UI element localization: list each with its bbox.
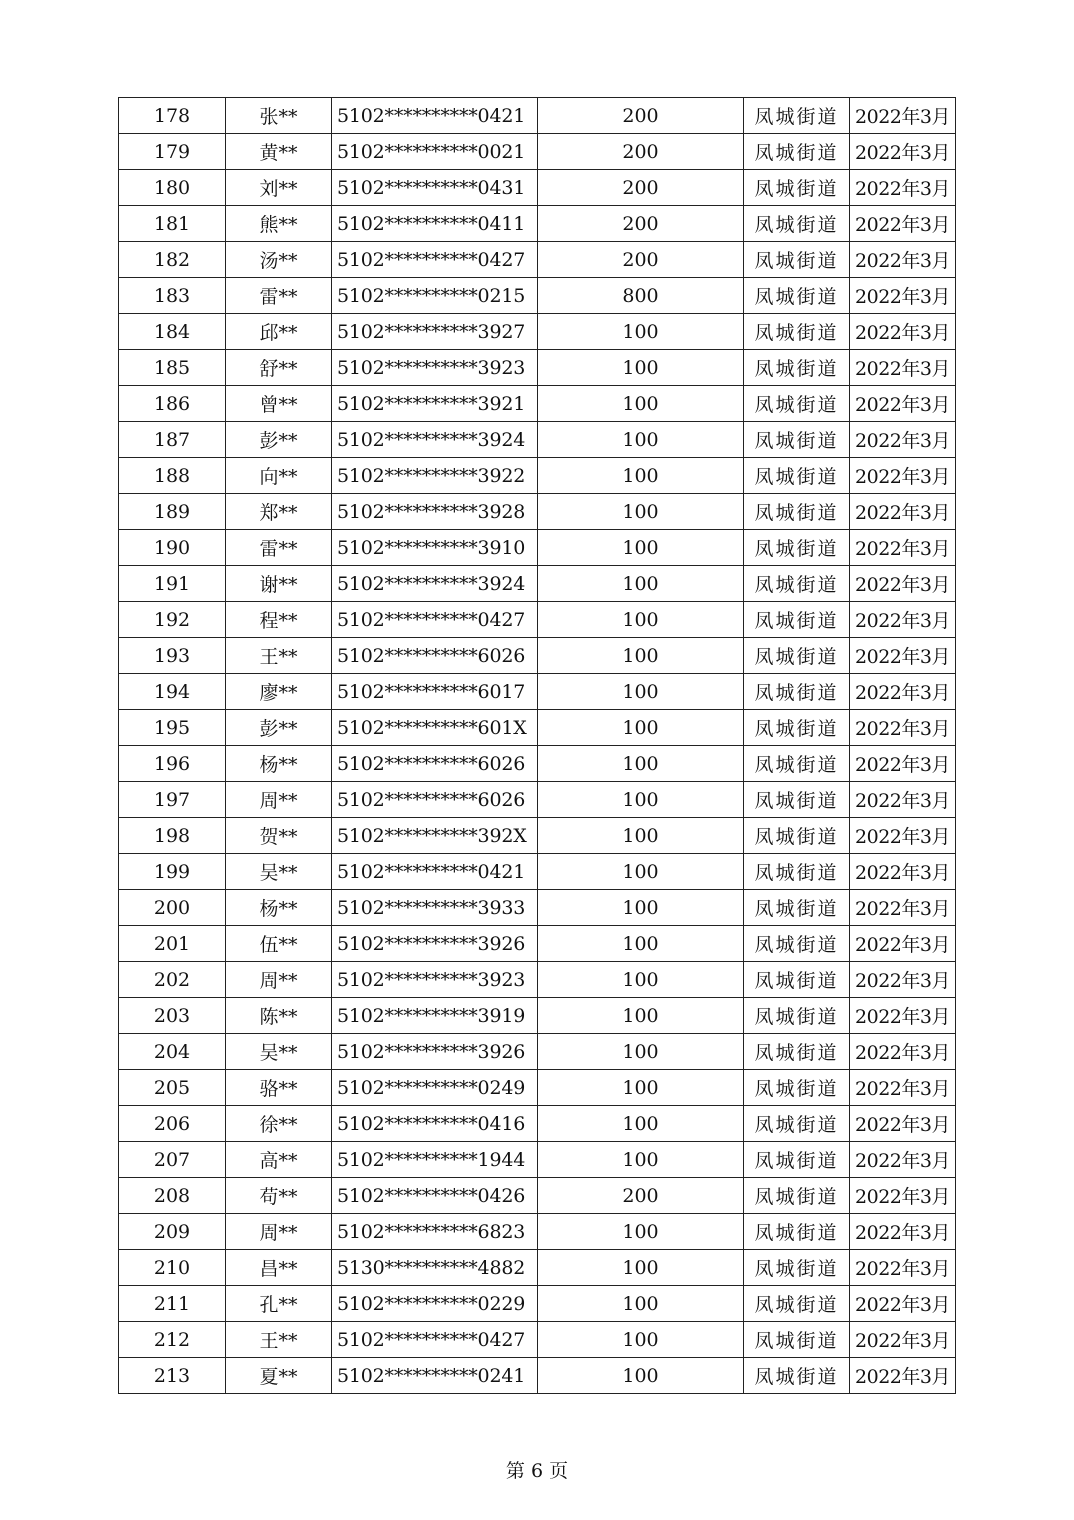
row-number-cell: 196 [119, 746, 226, 782]
amount-cell: 200 [538, 242, 744, 278]
id-number-cell: 5102**********0427 [332, 242, 538, 278]
street-cell: 凤城街道 [744, 1034, 850, 1070]
amount-cell: 100 [538, 1358, 744, 1394]
id-number-cell: 5102**********3933 [332, 890, 538, 926]
amount-cell: 100 [538, 1034, 744, 1070]
date-cell: 2022年3月 [850, 1034, 956, 1070]
name-cell: 吴** [226, 854, 332, 890]
row-number-cell: 207 [119, 1142, 226, 1178]
name-cell: 雷** [226, 530, 332, 566]
street-cell: 凤城街道 [744, 890, 850, 926]
table-row [119, 782, 956, 818]
page-number: 第 6 页 [505, 1460, 569, 1482]
date-cell: 2022年3月 [850, 1178, 956, 1214]
date-cell: 2022年3月 [850, 1358, 956, 1394]
date-cell: 2022年3月 [850, 314, 956, 350]
name-cell: 王** [226, 638, 332, 674]
table-row [119, 494, 956, 530]
row-number-cell: 200 [119, 890, 226, 926]
street-cell: 凤城街道 [744, 854, 850, 890]
name-cell: 伍** [226, 926, 332, 962]
id-number-cell: 5102**********0416 [332, 1106, 538, 1142]
street-cell: 凤城街道 [744, 674, 850, 710]
table-row [119, 926, 956, 962]
row-number-cell: 189 [119, 494, 226, 530]
date-cell: 2022年3月 [850, 1106, 956, 1142]
name-cell: 程** [226, 602, 332, 638]
row-number-cell: 206 [119, 1106, 226, 1142]
name-cell: 向** [226, 458, 332, 494]
amount-cell: 100 [538, 494, 744, 530]
row-number-cell: 180 [119, 170, 226, 206]
street-cell: 凤城街道 [744, 458, 850, 494]
id-number-cell: 5102**********0411 [332, 206, 538, 242]
table-row [119, 638, 956, 674]
amount-cell: 100 [538, 314, 744, 350]
street-cell: 凤城街道 [744, 1214, 850, 1250]
amount-cell: 100 [538, 1070, 744, 1106]
id-number-cell: 5102**********0249 [332, 1070, 538, 1106]
street-cell: 凤城街道 [744, 710, 850, 746]
row-number-cell: 211 [119, 1286, 226, 1322]
amount-cell: 100 [538, 854, 744, 890]
row-number-cell: 201 [119, 926, 226, 962]
street-cell: 凤城街道 [744, 170, 850, 206]
table-row [119, 206, 956, 242]
date-cell: 2022年3月 [850, 674, 956, 710]
date-cell: 2022年3月 [850, 134, 956, 170]
id-number-cell: 5102**********392X [332, 818, 538, 854]
date-cell: 2022年3月 [850, 494, 956, 530]
row-number-cell: 213 [119, 1358, 226, 1394]
amount-cell: 100 [538, 458, 744, 494]
street-cell: 凤城街道 [744, 278, 850, 314]
row-number-cell: 183 [119, 278, 226, 314]
row-number-cell: 212 [119, 1322, 226, 1358]
street-cell: 凤城街道 [744, 1286, 850, 1322]
amount-cell: 100 [538, 602, 744, 638]
street-cell: 凤城街道 [744, 1106, 850, 1142]
street-cell: 凤城街道 [744, 566, 850, 602]
amount-cell: 100 [538, 890, 744, 926]
table-body [119, 98, 956, 1394]
amount-cell: 100 [538, 1142, 744, 1178]
date-cell: 2022年3月 [850, 638, 956, 674]
date-cell: 2022年3月 [850, 602, 956, 638]
amount-cell: 100 [538, 710, 744, 746]
row-number-cell: 194 [119, 674, 226, 710]
name-cell: 雷** [226, 278, 332, 314]
row-number-cell: 195 [119, 710, 226, 746]
table-row [119, 1142, 956, 1178]
table-row [119, 962, 956, 998]
id-number-cell: 5102**********0229 [332, 1286, 538, 1322]
row-number-cell: 185 [119, 350, 226, 386]
amount-cell: 100 [538, 638, 744, 674]
amount-cell: 100 [538, 422, 744, 458]
amount-cell: 100 [538, 350, 744, 386]
street-cell: 凤城街道 [744, 314, 850, 350]
id-number-cell: 5102**********3928 [332, 494, 538, 530]
date-cell: 2022年3月 [850, 998, 956, 1034]
id-number-cell: 5102**********3921 [332, 386, 538, 422]
street-cell: 凤城街道 [744, 1142, 850, 1178]
id-number-cell: 5102**********0421 [332, 98, 538, 134]
row-number-cell: 203 [119, 998, 226, 1034]
name-cell: 刘** [226, 170, 332, 206]
name-cell: 高** [226, 1142, 332, 1178]
row-number-cell: 205 [119, 1070, 226, 1106]
amount-cell: 100 [538, 818, 744, 854]
id-number-cell: 5102**********3927 [332, 314, 538, 350]
name-cell: 舒** [226, 350, 332, 386]
street-cell: 凤城街道 [744, 1322, 850, 1358]
amount-cell: 200 [538, 206, 744, 242]
date-cell: 2022年3月 [850, 206, 956, 242]
id-number-cell: 5102**********6017 [332, 674, 538, 710]
amount-cell: 100 [538, 962, 744, 998]
id-number-cell: 5102**********0427 [332, 1322, 538, 1358]
date-cell: 2022年3月 [850, 278, 956, 314]
table-row [119, 1070, 956, 1106]
name-cell: 谢** [226, 566, 332, 602]
table-row [119, 350, 956, 386]
name-cell: 汤** [226, 242, 332, 278]
row-number-cell: 178 [119, 98, 226, 134]
id-number-cell: 5102**********0431 [332, 170, 538, 206]
date-cell: 2022年3月 [850, 242, 956, 278]
amount-cell: 100 [538, 1250, 744, 1286]
date-cell: 2022年3月 [850, 566, 956, 602]
id-number-cell: 5102**********3923 [332, 962, 538, 998]
street-cell: 凤城街道 [744, 602, 850, 638]
row-number-cell: 181 [119, 206, 226, 242]
date-cell: 2022年3月 [850, 854, 956, 890]
row-number-cell: 198 [119, 818, 226, 854]
date-cell: 2022年3月 [850, 422, 956, 458]
id-number-cell: 5102**********6026 [332, 782, 538, 818]
name-cell: 杨** [226, 890, 332, 926]
amount-cell: 100 [538, 1322, 744, 1358]
table-row [119, 458, 956, 494]
id-number-cell: 5102**********3923 [332, 350, 538, 386]
id-number-cell: 5102**********3919 [332, 998, 538, 1034]
row-number-cell: 191 [119, 566, 226, 602]
amount-cell: 100 [538, 566, 744, 602]
id-number-cell: 5102**********3924 [332, 422, 538, 458]
amount-cell: 100 [538, 926, 744, 962]
table-row [119, 746, 956, 782]
row-number-cell: 202 [119, 962, 226, 998]
name-cell: 骆** [226, 1070, 332, 1106]
table-row [119, 674, 956, 710]
name-cell: 彭** [226, 710, 332, 746]
amount-cell: 100 [538, 674, 744, 710]
id-number-cell: 5102**********1944 [332, 1142, 538, 1178]
id-number-cell: 5102**********0421 [332, 854, 538, 890]
street-cell: 凤城街道 [744, 242, 850, 278]
date-cell: 2022年3月 [850, 530, 956, 566]
id-number-cell: 5102**********0215 [332, 278, 538, 314]
date-cell: 2022年3月 [850, 782, 956, 818]
amount-cell: 100 [538, 530, 744, 566]
table-row [119, 98, 956, 134]
amount-cell: 800 [538, 278, 744, 314]
table-row [119, 134, 956, 170]
name-cell: 黄** [226, 134, 332, 170]
id-number-cell: 5102**********6823 [332, 1214, 538, 1250]
id-number-cell: 5102**********0241 [332, 1358, 538, 1394]
date-cell: 2022年3月 [850, 458, 956, 494]
row-number-cell: 209 [119, 1214, 226, 1250]
table-row [119, 422, 956, 458]
date-cell: 2022年3月 [850, 1070, 956, 1106]
street-cell: 凤城街道 [744, 494, 850, 530]
id-number-cell: 5102**********0426 [332, 1178, 538, 1214]
table-row [119, 710, 956, 746]
street-cell: 凤城街道 [744, 998, 850, 1034]
name-cell: 张** [226, 98, 332, 134]
date-cell: 2022年3月 [850, 1142, 956, 1178]
street-cell: 凤城街道 [744, 98, 850, 134]
amount-cell: 100 [538, 998, 744, 1034]
id-number-cell: 5130**********4882 [332, 1250, 538, 1286]
amount-cell: 200 [538, 1178, 744, 1214]
table-row [119, 1034, 956, 1070]
name-cell: 苟** [226, 1178, 332, 1214]
date-cell: 2022年3月 [850, 386, 956, 422]
date-cell: 2022年3月 [850, 926, 956, 962]
table-row [119, 998, 956, 1034]
street-cell: 凤城街道 [744, 782, 850, 818]
name-cell: 郑** [226, 494, 332, 530]
street-cell: 凤城街道 [744, 638, 850, 674]
id-number-cell: 5102**********601X [332, 710, 538, 746]
id-number-cell: 5102**********3922 [332, 458, 538, 494]
name-cell: 徐** [226, 1106, 332, 1142]
table-row [119, 1106, 956, 1142]
row-number-cell: 204 [119, 1034, 226, 1070]
amount-cell: 100 [538, 386, 744, 422]
name-cell: 王** [226, 1322, 332, 1358]
table-row [119, 818, 956, 854]
name-cell: 贺** [226, 818, 332, 854]
street-cell: 凤城街道 [744, 1250, 850, 1286]
id-number-cell: 5102**********6026 [332, 746, 538, 782]
row-number-cell: 208 [119, 1178, 226, 1214]
date-cell: 2022年3月 [850, 1286, 956, 1322]
date-cell: 2022年3月 [850, 818, 956, 854]
name-cell: 孔** [226, 1286, 332, 1322]
row-number-cell: 190 [119, 530, 226, 566]
name-cell: 周** [226, 962, 332, 998]
id-number-cell: 5102**********6026 [332, 638, 538, 674]
row-number-cell: 184 [119, 314, 226, 350]
date-cell: 2022年3月 [850, 710, 956, 746]
row-number-cell: 188 [119, 458, 226, 494]
table-row [119, 242, 956, 278]
table-row [119, 602, 956, 638]
name-cell: 周** [226, 782, 332, 818]
street-cell: 凤城街道 [744, 746, 850, 782]
name-cell: 夏** [226, 1358, 332, 1394]
date-cell: 2022年3月 [850, 962, 956, 998]
amount-cell: 200 [538, 134, 744, 170]
name-cell: 曾** [226, 386, 332, 422]
table-row [119, 566, 956, 602]
row-number-cell: 197 [119, 782, 226, 818]
table-row [119, 890, 956, 926]
street-cell: 凤城街道 [744, 1358, 850, 1394]
table-row [119, 1214, 956, 1250]
table-row [119, 278, 956, 314]
street-cell: 凤城街道 [744, 206, 850, 242]
amount-cell: 100 [538, 1286, 744, 1322]
name-cell: 昌** [226, 1250, 332, 1286]
id-number-cell: 5102**********3926 [332, 1034, 538, 1070]
row-number-cell: 192 [119, 602, 226, 638]
table-row [119, 386, 956, 422]
street-cell: 凤城街道 [744, 962, 850, 998]
amount-cell: 100 [538, 1106, 744, 1142]
date-cell: 2022年3月 [850, 890, 956, 926]
table-row [119, 1250, 956, 1286]
table-row [119, 170, 956, 206]
name-cell: 杨** [226, 746, 332, 782]
subsidy-table [118, 97, 956, 1394]
table-row [119, 1322, 956, 1358]
amount-cell: 200 [538, 98, 744, 134]
date-cell: 2022年3月 [850, 1322, 956, 1358]
date-cell: 2022年3月 [850, 1250, 956, 1286]
name-cell: 吴** [226, 1034, 332, 1070]
table-row [119, 530, 956, 566]
street-cell: 凤城街道 [744, 386, 850, 422]
table-row [119, 854, 956, 890]
name-cell: 周** [226, 1214, 332, 1250]
table-row [119, 1178, 956, 1214]
street-cell: 凤城街道 [744, 1178, 850, 1214]
street-cell: 凤城街道 [744, 818, 850, 854]
id-number-cell: 5102**********3924 [332, 566, 538, 602]
name-cell: 陈** [226, 998, 332, 1034]
amount-cell: 100 [538, 1214, 744, 1250]
street-cell: 凤城街道 [744, 350, 850, 386]
row-number-cell: 199 [119, 854, 226, 890]
row-number-cell: 186 [119, 386, 226, 422]
name-cell: 熊** [226, 206, 332, 242]
row-number-cell: 179 [119, 134, 226, 170]
street-cell: 凤城街道 [744, 1070, 850, 1106]
date-cell: 2022年3月 [850, 350, 956, 386]
row-number-cell: 193 [119, 638, 226, 674]
amount-cell: 200 [538, 170, 744, 206]
name-cell: 廖** [226, 674, 332, 710]
id-number-cell: 5102**********3926 [332, 926, 538, 962]
row-number-cell: 187 [119, 422, 226, 458]
street-cell: 凤城街道 [744, 926, 850, 962]
date-cell: 2022年3月 [850, 746, 956, 782]
table-row [119, 1286, 956, 1322]
id-number-cell: 5102**********0021 [332, 134, 538, 170]
amount-cell: 100 [538, 782, 744, 818]
street-cell: 凤城街道 [744, 530, 850, 566]
row-number-cell: 182 [119, 242, 226, 278]
id-number-cell: 5102**********3910 [332, 530, 538, 566]
date-cell: 2022年3月 [850, 1214, 956, 1250]
name-cell: 邱** [226, 314, 332, 350]
date-cell: 2022年3月 [850, 170, 956, 206]
date-cell: 2022年3月 [850, 98, 956, 134]
id-number-cell: 5102**********0427 [332, 602, 538, 638]
row-number-cell: 210 [119, 1250, 226, 1286]
name-cell: 彭** [226, 422, 332, 458]
street-cell: 凤城街道 [744, 134, 850, 170]
street-cell: 凤城街道 [744, 422, 850, 458]
table-row [119, 1358, 956, 1394]
table-row [119, 314, 956, 350]
amount-cell: 100 [538, 746, 744, 782]
